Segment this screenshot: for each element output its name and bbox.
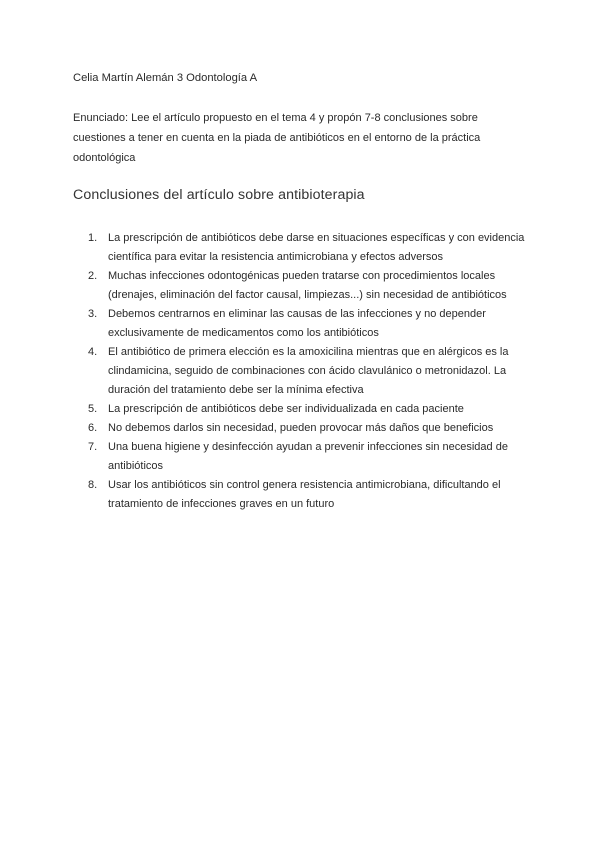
list-item-text: La prescripción de antibióticos debe ser individualizada en cada paciente: [108, 403, 464, 415]
list-item: [88, 343, 528, 400]
list-item-text: Debemos centrarnos en eliminar las causas de las infecciones y no depender exclusivamente de medicamentos como los antibióticos: [108, 308, 486, 339]
list-item-number: 1.: [88, 232, 98, 244]
list-item: [88, 400, 528, 419]
list-item-text: No debemos darlos sin necesidad, pueden provocar más daños que beneficios: [108, 422, 494, 434]
list-item: [88, 305, 528, 343]
list-item-number: 8.: [88, 479, 98, 491]
list-item-text: Una buena higiene y desinfección ayudan a prevenir infecciones sin necesidad de antibióticos: [108, 441, 508, 472]
list-item-text: La prescripción de antibióticos debe darse en situaciones específicas y con evidencia científica para evitar la resistencia antimicrobiana y efectos adversos: [108, 232, 525, 263]
list-item-text: Usar los antibióticos sin control genera resistencia antimicrobiana, dificultando el tratamiento de infecciones graves en un futuro: [108, 479, 501, 510]
list-item-number: 4.: [88, 346, 98, 358]
list-item-text: El antibiótico de primera elección es la amoxicilina mientras que en alérgicos es la clindamicina, seguido de combinaciones con ácido clavulánico o metronidazol. La duración del tratamiento debe ser la mínima efectiva: [108, 346, 509, 396]
section-title: Conclusiones del artículo sobre antibioterapia: [73, 187, 365, 203]
list-item: [88, 438, 528, 476]
list-item: [88, 476, 528, 514]
list-item: [88, 267, 528, 305]
list-item-number: 7.: [88, 441, 98, 453]
assignment-statement: Enunciado: Lee el artículo propuesto en el tema 4 y propón 7-8 conclusiones sobre cuestiones a tener en cuenta en la piada de antibióticos en el entorno de la práctica odontológica: [73, 112, 481, 164]
conclusions-list: [88, 229, 528, 514]
list-item-number: 6.: [88, 422, 98, 434]
author-line: Celia Martín Alemán 3 Odontología A: [73, 72, 258, 84]
list-item: [88, 419, 528, 438]
list-item: [88, 229, 528, 267]
list-item-number: 5.: [88, 403, 98, 415]
list-item-number: 3.: [88, 308, 98, 320]
list-item-text: Muchas infecciones odontogénicas pueden tratarse con procedimientos locales (drenajes, eliminación del factor causal, limpiezas...) sin necesidad de antibióticos: [108, 270, 507, 301]
list-item-number: 2.: [88, 270, 98, 282]
